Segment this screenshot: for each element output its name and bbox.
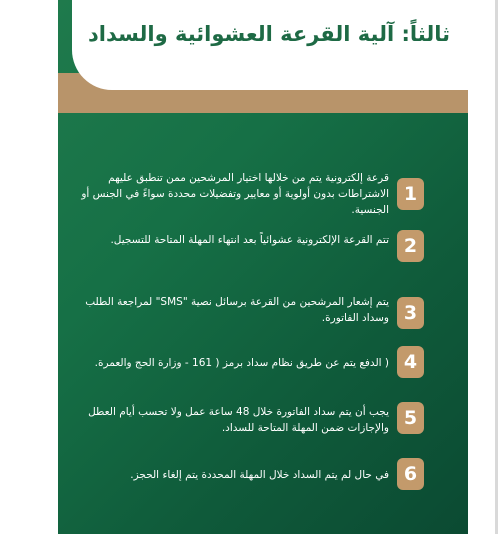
section-title: ثالثاً: آلية القرعة العشوائية والسداد xyxy=(88,22,450,46)
step-text: يتم إشعار المرشحين من القرعة برسائل نصية "SMS" لمراجعة الطلب وسداد الفاتورة. xyxy=(85,296,389,324)
step-text: ( الدفع يتم عن طريق نظام سداد برمز ( 161 - وزارة الحج والعمرة. xyxy=(94,357,389,369)
step-number-badge: 3 xyxy=(397,297,424,329)
step-number-badge: 2 xyxy=(397,230,424,262)
step-text: يجب أن يتم سداد الفاتورة خلال 48 ساعة عمل ولا تحسب أيام العطل والإجازات ضمن المهلة المتاحة للسداد. xyxy=(88,406,389,434)
step-number-badge: 6 xyxy=(397,458,424,490)
step-number-badge: 4 xyxy=(397,346,424,378)
step-number-badge: 5 xyxy=(397,402,424,434)
content-panel xyxy=(58,0,468,534)
step-text: في حال لم يتم السداد خلال المهلة المحددة يتم إلغاء الحجز. xyxy=(130,469,389,481)
step-text: قرعة إلكترونية يتم من خلالها اختيار المرشحين ممن تنطبق عليهم الاشتراطات بدون أولوية أو معايير وتفضيلات محددة سواءً في الجنس أو الجنسية. xyxy=(81,172,389,216)
step-text: تتم القرعة الإلكترونية عشوائياً بعد انتهاء المهلة المتاحة للتسجيل. xyxy=(110,234,389,246)
steps-list xyxy=(58,0,468,534)
step-number-badge: 1 xyxy=(397,178,424,210)
